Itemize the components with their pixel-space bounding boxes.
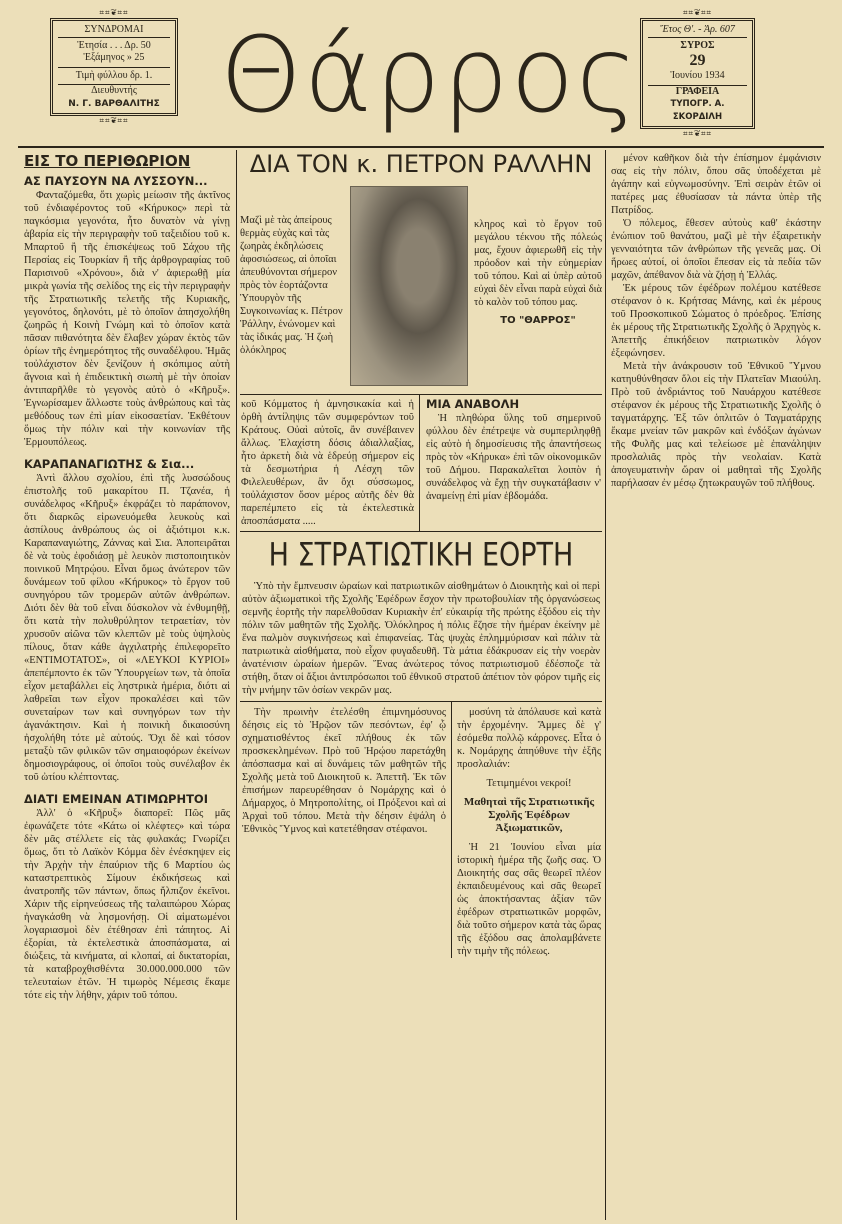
- director-name: Ν. Γ. ΒΑΡΘΑΛΙΤΗΣ: [68, 98, 160, 109]
- subscriptions-heading: ΣΥΝΔΡΟΜΑΙ: [58, 24, 170, 38]
- director-label: Διευθυντής: [91, 85, 137, 96]
- issue-price: Τιμὴ φύλλου δρ. 1.: [58, 68, 170, 86]
- postponement-article: [420, 395, 602, 531]
- column-divider: [605, 150, 606, 1220]
- greek-key-ornament: ⌗⌗❦⌗⌗: [682, 129, 713, 138]
- feast-lead-text: Ὑπὸ τὴν ἔμπνευσιν ὡραίων καὶ πατριωτικῶν αἰσθημάτων ὁ Διοικητὴς καὶ οἱ περὶ αὐτὸν ἀξιωματικοὶ τῆς Σχολῆς Ἐφέδρων ἔσχον τὴν πρωτοβουλίαν τῆς ὀργανώσεως σεμνῆς ἑορτῆς τὴν παρελθοῦσαν Κυριακὴν ἐπ' εὐκαιρίᾳ τῆς πρώτης ἐξόδου εἰς τὴν πόλιν τῶν μαθητῶν τῆς Σχολῆς. Ὁλόκληρος ἡ πόλις ἔζησε τὴν ἡμέραν ἐκείνην μὲ ἕνα παλμὸν συγκινήσεως καὶ ἐπιφανείας. Τὰς ψυχὰς ἐπλημμύρισαν καὶ πάλιν τὰ πατριωτικὰ αἰσθήματα, ποὺ εἶχον φυγαδευθῆ. Τὰ μάτια ἐδάκρυσαν εἰς τὴν νοερὰν ἀνατένισιν ὡραίων ἡμερῶν. Ἕνας ἀνώτερος τόνος πατριωτισμοῦ ἐδέσποζε τὰ στήθη, ὅταν οἱ ἄξιοι ἀντιπρόσωποι τοῦ ἐθνικοῦ στρατοῦ ἀπέτιον τὸν φόρον τιμῆς εἰς τὴν μνήμην τῶν ὁσίων νεκρῶν μας.: [242, 581, 600, 696]
- right-text: μένον καθῆκον διὰ τὴν ἐπίσημον ἐμφάνισιν σας εἰς τὴν πόλιν, ὅπου σᾶς ὑποδέχεται μὲ ἀγάπην καὶ εὐγνωμοσύνην. Ἐπὶ σειρὰν ἐτῶν οἱ πατέρες μας ἐθυσίασαν τὰ πάντα ὑπὲρ τῆς Πατρίδος.: [611, 153, 821, 216]
- greek-key-ornament: ⌗⌗❦⌗⌗: [99, 116, 129, 125]
- right-text: Μετὰ τὴν ἀνάκρουσιν τοῦ Ἐθνικοῦ Ὕμνου κατηυθύνθησαν ὅλοι εἰς τὴν Πλατεῖαν Μιαούλη. Πρὸ τοῦ ἀνδριάντος τοῦ Ναυάρχου κατέθεσε στέφανον ἐκ μέρους τῆς Στρατιωτικῆς Σχολῆς ὁ ταγματάρχης. Ἐξ τῶν ὁπλιτῶν ὁ Ταγματάρχης ἔκαμε μνείαν τῶν μακρῶν καὶ ἐνδόξων ἀγώνων τῆς Φυλῆς μας καὶ τελείωσε μὲ ἐπανάληψιν προσλαλιᾶς πρὸς τὴν νεολαίαν. Κατὰ ἀπογευματινὴν ὥραν οἱ μαθηταὶ τῆς Σχολῆς παρήλασαν ἐν μέσῳ ζητωκραυγῶν τοῦ πλήθους.: [611, 361, 821, 489]
- section-heading: ΕΙΣ ΤΟ ΠΕΡΙΘΩΡΙΟΝ: [24, 152, 191, 170]
- rallis-right-block: [474, 186, 602, 386]
- article-title: ΑΣ ΠΑΥΣΟΥΝ ΝΑ ΛΥΣΣΟΥΝ...: [24, 174, 208, 188]
- fallen-title: Τετιμημένοι νεκροί!: [486, 778, 572, 789]
- greek-key-ornament: ⌗⌗❦⌗⌗: [682, 8, 713, 17]
- right-text: Ἐκ μέρους τῶν ἐφέδρων πολέμου κατέθεσε στέφανον ὁ κ. Κρήτσας Μάνης, καὶ ἐκ μέρους τοῦ Προσκοπικοῦ Σώματος ὁ πρόεδρος. Ἐπίσης ἐκ μέρους τῆς Στρατιωτικῆς Σχολῆς ὁ Ἀρχηγὸς κ. Ἀπεττῆς ἐπικήδειον πατριωτικὸν λόγον ἐξεφώνησεν.: [611, 283, 821, 359]
- mid-row: [240, 395, 602, 531]
- article-continuation: κοῦ Κόμματος ἡ ἀμνησικακία καὶ ἡ ὀρθὴ ἀντίληψις τῶν συμφερόντων τοῦ Κράτους. Οὐαὶ αὐτοῖς, ἂν συνέβαινεν ἄλλως. Ἐλαχίστη δόσις ἀδιαλλαξίας, ἦτο ἀρκετὴ διὰ νὰ ἑδρεύῃ σήμερον εἰς τὰ δεσμωτήρια ἡ Λέσχη τῶν Φιλελευθέρων, ἂν ὄχι σύσσωμος, τοὐλάχιστον ὅσον μέρος αὐτῆς δὲν θὰ παρεπέμπετο εἰς τὰ ἐκτελεστικὰ ἀποσπάσματα .....: [240, 395, 420, 531]
- feast-lead: [240, 580, 602, 697]
- feast-col2-text: μοσύνη τὰ ἀπόλαυσε καὶ κατὰ τὴν ἐρχομένην. Ἄμμες δὲ γ' ἐσόμεθα πολλῷ κάρρονες. Εἶτα ὁ κ. Νομάρχης ἀπηύθυνε τὴν ἑξῆς προσλαλιάν:: [457, 707, 601, 770]
- issue-number: Ἔτος Θ'. - Ἀρ. 607: [648, 24, 747, 38]
- feast-column-2: [452, 702, 602, 958]
- portrait-photo: [350, 186, 468, 386]
- offices-label: ΓΡΑΦΕΙΑ: [675, 85, 720, 97]
- article-title: ΔΙΑΤΙ ΕΜΕΙΝΑΝ ΑΤΙΜΩΡΗΤΟΙ: [24, 792, 208, 806]
- center-column: [240, 148, 602, 958]
- feast-columns: [240, 702, 602, 958]
- article-body: Ἀντὶ ἄλλου σχολίου, ἐπὶ τῆς λυσσώδους ἐπιστολῆς τοῦ μακαρίτου Π. Τζανέα, ἡ συνάδελφος «Κῆρυξ» ἐκφράζει τὸ παράπονον, ὅτι διαρκῶς εἰρωνευόμεθα λευκοὺς καὶ ἀσπίλους ἀνθρώπους ὡς οἱ ἀξιότιμοι κ.κ. Καραπαναγιώτης, Ζάννας καὶ Σια. Ἀποπειρᾶται δὲ νὰ τοὺς ἐφοδιάσῃ μὲ λευκὸν πιστοποιητικὸν ποινικοῦ Μητρῴου. Εἶναι ὅμως ἀνώτερον τῶν δυνάμεων τοῦ φίλου «Κήρυκος» τὸ ἔργον τοῦ συνηγόρου τῶν τρομερῶν αὐτῶν ἀνθρώπων. Διότι δὲν θὰ τοῦ εἶναι δύσκολον νὰ ἐνθυμηθῇ, ὅτι κατὰ τὴν πολυθρύλητον τετραετίαν, τὸν χρυσοῦν αἰῶνα τῶν κλεπτῶν μὲ τοὺς ὑψηλοὺς πίλους, ὅταν κάθε ἀγχιλατρὴς ἐπιλεφορεῖτο «ΕΝΤΙΜΟΤΑΤΟΣ», οἱ «ΛΕΥΚΟΙ ΚΥΡΙΟΙ» ἀπεπέμποντο ἐκ τῶν Ὑπουργείων των, τὰ ὁποῖα εἶχον μεταβάλλει εἰς ληστρικὰ ἡμέρια, διότι αἱ λαθρεῖαι των εἶχον προκαλέσει καὶ τῶν συνεταίρων των καὶ συνηγόρων των τὴν ἀγανάκτησιν. Καὶ ἡ ποινικὴ δικαιοσύνη ἠσχολήθη τότε μὲ αὐτούς. Ὄχι δὲ καὶ τόσον μεταξὺ τῶν φιλικῶν τῶν σημαιοφόρων ἐκείνων δημοσιογράφους, οἱ ὁποῖοι τοὺς συνέλαβον ἐκ τοῦ ὠτίου κλέπτοντας.: [24, 473, 230, 783]
- left-column: [24, 152, 230, 1002]
- divider: [240, 531, 602, 532]
- school-title: Μαθηταὶ τῆς Στρατιωτικῆς Σχολῆς Ἐφέδρων Ἀξιωματικῶν,: [463, 796, 595, 834]
- article-body: Φανταζόμεθα, ὅτι χωρὶς μείωσιν τῆς ἀκτῖνος τοῦ ἐνδιαφέροντος τοῦ «Κήρυκος» περὶ τὰ παγκόσμια γεγονότα, ἦτο δυνατὸν νὰ γίνῃ ἀβαρία εἰς τὴν περιγραφὴν τοῦ ταξειδίου τοῦ κ. Μπαρτοῦ ἢ τῆς ἐπισκέψεως τοῦ Σάχου τῆς Περσίας εἰς Τουρκίαν ἢ τῆς ἀρθρογραφίας τοῦ Παρισινοῦ «Χρόνου», διὰ ν' ἀφιερωθῇ μία μικρὰ γωνία τῆς σελίδος της εἰς τὴν περιγραφὴν τῆς Στρατιωτικῆς τελετῆς τῆς Κυριακῆς, γεγονότος, δηλονότι, μὲ τὸ ὁποῖον ἀπησχολήθη ζωηρῶς ἡ Κοινὴ Γνώμη καὶ τὸ ὁποῖον κατὰ πᾶσαν πιθανότητα δὲν ἔλαβεν χώραν ἐκτὸς τῶν ὁρίων τῆς ἐνημερότητος τῆς συναδέλφου. Ἡμᾶς τοὐλάχιστον δὲν ξενίζουν ἡ σκόπιμος αὐτὴ ἄγνοια καὶ ἡ ἐπιδεικτικὴ σιωπὴ μὲ τὴν ὁποίαν ἀντιπαρῆλθε τὸ γεγονὸς αὐτὸ ὁ «Κῆρυξ». Ἐγνωρίσαμεν ἄλλωστε τοὺς ἀνθρώπους καὶ τὰς μεθόδους των ἐπὶ μίαν εἰκοσαετίαν. Ἐκθέτουν ὅμως τὴν πόλιν καὶ τὴν κοινωνίαν τῆς Ἑρμουπόλεως.: [24, 190, 230, 448]
- subscription-annual: Ἐτησία . . . Δρ. 50: [77, 39, 151, 51]
- offices-address: ΤΥΠΟΓΡ. Α. ΣΚΟΡΔΙΛΗ: [670, 99, 725, 122]
- postponement-title: ΜΙΑ ΑΝΑΒΟΛΗ: [426, 397, 520, 411]
- rallis-headline: ΔΙΑ ΤΟΝ κ. ΠΕΤΡΟΝ ΡΑΛΛΗΝ: [249, 150, 593, 178]
- article-title: ΚΑΡΑΠΑΝΑΓΙΩΤΗΣ & Σια...: [24, 457, 195, 471]
- rallis-text-left: Μαζὶ μὲ τὰς ἀπείρους θερμὰς εὐχὰς καὶ τὰς ζωηρὰς ἐκδηλώσεις ἀφοσιώσεως, αἱ ὁποῖαι ἀπευθύνονται σήμερον πρὸς τὸν ἑορτάζοντα Ὑπουργὸν τῆς Συγκοινωνίας κ. Πέτρον Ῥάλλην, ἑνώνομεν καὶ τὰς ἰδικάς μας. Ἡ ζωὴ ὁλόκληρος: [240, 215, 343, 356]
- article-body: Ἀλλ' ὁ «Κῆρυξ» διαπορεῖ: Πῶς μᾶς ἐφωνάζετε τότε «Κάτω οἱ κλέφτες» καὶ τώρα δὲν μᾶς στέλλετε εἰς τὰς φυλακάς; Γνωρίζει ὅμως, ὅτι τὸ Λαϊκὸν Κόμμα δὲν ἐνέσκηψεν εἰς τὴν Ἀρχὴν τὴν ἐπαύριον τῆς 6 Μαρτίου ὡς καταστρεπτικὸς Σίμουν ἐκδικήσεως καὶ ἀνατροπῆς τῶν πάντων, ὅπως ἤλπιζον ἐκεῖνοι. Χάριν τῆς εἰρηνεύσεως τῆς ταλαιπώρου Χώρας ἠναγκάσθη νὰ λησμονήσῃ. Οἱ αἱματωμένοι λογαριασμοὶ δὲν ἐτέθησαν ἐπὶ τάπητος. Αἱ ἐξορίαι, τὰ ἐκτελεστικὰ ἀποσπάσματα, αἱ διώξεις, τὰ κινήματα, αἱ κλοπαί, αἱ δικτατορίαι, τὰ καταβροχθισθέντα 30.000.000.000 τῶν τελευταίων ἐτῶν. Ἡ τιμωρὸς Νέμεσις ἔκαμε τότε εἰς τὴν λήθην, χάριν τοῦ τόπου.: [24, 808, 230, 1001]
- right-text: Ὁ πόλεμος, ἔθεσεν αὐτοὺς καθ' ἑκάστην ἐνώπιον τοῦ θανάτου, μαζὶ μὲ τὴν ἐξαιρετικὴν γενναιότητα τῶν ἀνθρώπων τῆς γενεᾶς μας. Οἱ ἥρωες αὐτοί, οἱ ὁποῖοι ἔπεσαν εἰς τὰ πεδία τῶν μαχῶν, ἀπέθανον διὰ νὰ ζήσῃ ἡ Ἑλλάς.: [611, 218, 821, 281]
- postponement-body: Ἡ πληθώρα ὕλης τοῦ σημερινοῦ φύλλου δὲν ἐπέτρεψε νὰ συμπεριληφθῇ εἰς αὐτὸ ἡ δημοσίευσις τῆς ἀπαντήσεως πρὸς τὸν «Κήρυκα» ἐπὶ τῶν οἰκονομικῶν τοῦ Δήμου. Παρακαλεῖται λοιπὸν ἡ συνάδελφος νὰ ἔχῃ τὴν συγκατάβασιν ν' ἀναμείνῃ ἐπὶ μίαν ἑβδομάδα.: [426, 413, 601, 502]
- date-day: 29: [689, 52, 706, 69]
- military-feast-headline: Η ΣΤΡΑΤΙΩΤΙΚΗ ΕΟΡΤΗ: [268, 536, 574, 574]
- rallis-text-right: κληρος καὶ τὸ ἔργον τοῦ μεγάλου τέκνου τῆς πόλεώς μας, ἔχουν ἀφιερωθῆ εἰς τὴν πρόοδον καὶ τὴν εὐημερίαν τοῦ τόπου. Καὶ αἱ ὑπὲρ αὐτοῦ εὐχαὶ δὲν εἶναι παρὰ εὐχαὶ διὰ τὸ καλὸν τοῦ τόπου μας.: [474, 219, 602, 308]
- subscription-semiannual: Ἑξάμηνος » 25: [58, 52, 170, 68]
- issue-box: [640, 8, 755, 139]
- feast-column-1: [240, 702, 452, 958]
- date-month-year: Ἰουνίου 1934: [648, 70, 747, 86]
- rallis-article: [240, 186, 602, 386]
- subscriptions-box: [50, 8, 178, 126]
- place: ΣΥΡΟΣ: [680, 39, 715, 51]
- feast-col1-text: Τὴν πρωινὴν ἐτελέσθη ἐπιμνημόσυνος δέησις εἰς τὸ Ἡρῷον τῶν πεσόντων, ἐφ' ᾧ σχηματισθέντος ἐκεῖ πλήθους ἐκ τῶν προσκεκλημένων. Πρὸ τοῦ Ἡρῴου παρετάχθη ἀπόσπασμα καὶ αἱ δυνάμεις τῶν μαθητῶν τῆς Σχολῆς μετὰ τοῦ Διοικητοῦ κ. Ἀπεττῆ. Ἐκ τῶν ἐπισήμων παρευρέθησαν ὁ Νομάρχης καὶ ὁ Δήμαρχος, ὁ Μητροπολίτης, οἱ Πρόξενοι καὶ αἱ Ἀρχαὶ τοῦ τόπου. Μετὰ τὴν δέησιν ἐψάλη ὁ Ἐθνικὸς Ὕμνος καὶ κατετέθησαν στέφανοι.: [242, 707, 446, 835]
- greek-key-ornament: ⌗⌗❦⌗⌗: [99, 8, 129, 17]
- school-body: Ἡ 21 Ἰουνίου εἶναι μία ἱστορικὴ ἡμέρα τῆς ζωῆς σας. Ὁ Διοικητής σας σᾶς θεωρεῖ πλέον ἐκπαιδευμένους καὶ σᾶς θεωρεῖ ὡς ἀποκτήσαντας ἀξίαν τῶν ἐφέδρων στρατιωτικῶν μορφῶν, διὰ τοῦτο σήμερον κατὰ τὰς ὥρας τῆς ἐξόδου σας ἀπολαμβάνετε τὴν τιμὴν τῆς πόλεως.: [457, 842, 601, 957]
- rallis-signature: ΤΟ "ΘΑΡΡΟΣ": [500, 315, 576, 326]
- newspaper-title: Θάρρος: [220, 14, 640, 136]
- right-column: [611, 152, 821, 490]
- column-divider: [236, 150, 237, 1220]
